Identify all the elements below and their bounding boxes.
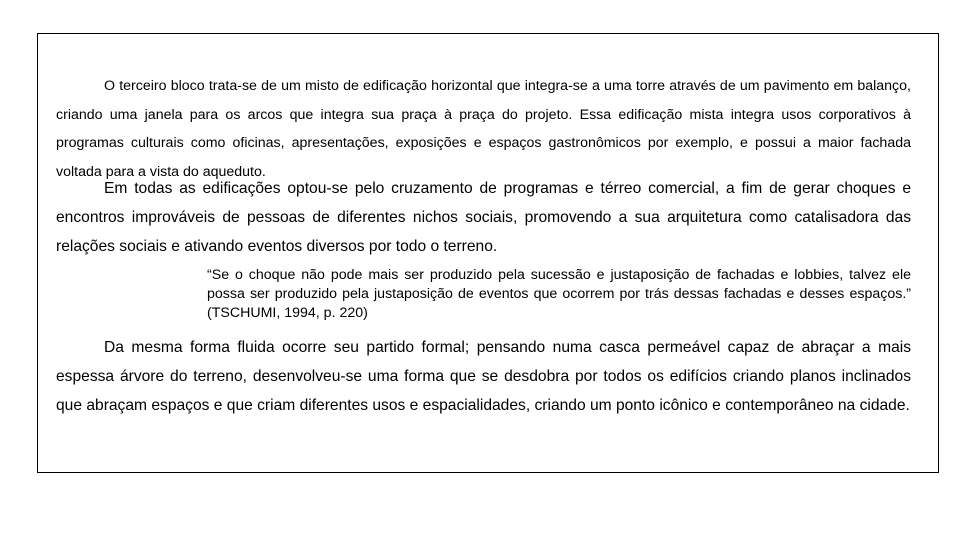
paragraph-formal-party: Da mesma forma fluida ocorre seu partido formal; pensando numa casca permeável capaz de abraçar a mais espessa árvore do terreno, desenvolveu-se uma forma que se desdobra por todos os edifícios criando planos inclinados que abraçam espaços e que criam diferentes usos e espacialidades, criando um ponto icônico e contemporâneo na cidade. [56, 339, 911, 414]
block-quote-tschumi: “Se o choque não pode mais ser produzido pela sucessão e justaposição de fachadas e lobbies, talvez ele possa ser produzido pela justaposição de eventos que ocorrem por trás dessas fachadas e desses espaços.” (TSCHUMI, 1994, p. 220) [207, 267, 911, 321]
paragraph-program-crossing: Em todas as edificações optou-se pelo cruzamento de programas e térreo comercial, a fim de gerar choques e encontros improváveis de pessoas de diferentes nichos sociais, promovendo a sua arquitetura como catalisadora das relações sociais e ativando eventos diversos por todo o terreno. [56, 180, 911, 255]
paragraph-third-block: O terceiro bloco trata-se de um misto de edificação horizontal que integra-se a uma torre através de um pavimento em balanço, criando uma janela para os arcos que integra sua praça à praça do projeto. Essa edificação mista integra usos corporativos à programas culturais como oficinas, apresentações, exposições e espaços gastronômicos por exemplo, e possui a maior fachada voltada para a vista do aqueduto. [56, 78, 911, 180]
document-frame [37, 33, 939, 473]
